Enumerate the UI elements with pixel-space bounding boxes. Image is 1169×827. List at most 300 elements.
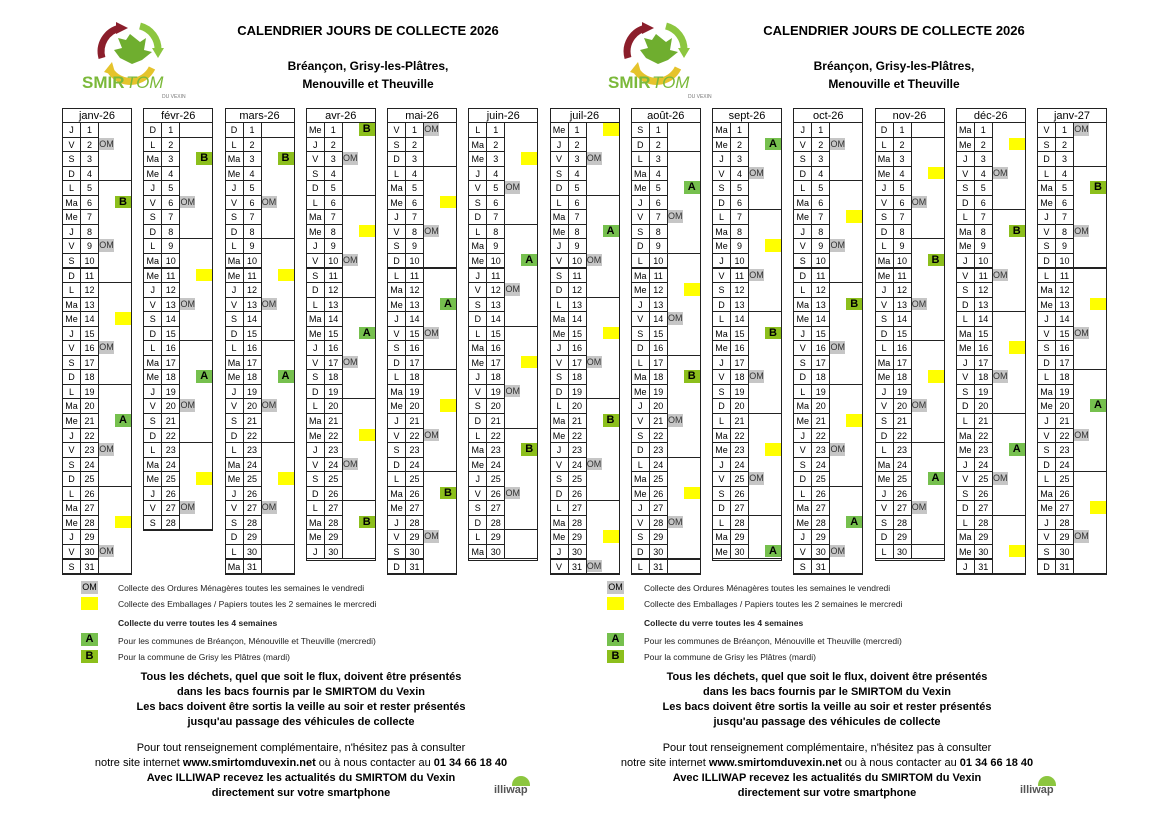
day-number-cell: 28 bbox=[161, 515, 180, 531]
weekday-cell: L bbox=[956, 413, 975, 429]
day-row bbox=[551, 195, 619, 210]
weekday-cell: L bbox=[875, 340, 894, 356]
day-number-cell: 23 bbox=[243, 442, 262, 458]
om-marker: OM bbox=[99, 444, 114, 455]
day-number-cell: 28 bbox=[243, 515, 262, 531]
weekday-cell: Ma bbox=[225, 457, 244, 473]
day-row bbox=[713, 529, 781, 544]
weekday-cell: L bbox=[468, 122, 487, 138]
day-number-cell: 6 bbox=[811, 195, 830, 211]
weekday-cell: L bbox=[793, 486, 812, 502]
weekday-cell: Ma bbox=[712, 224, 731, 240]
day-row bbox=[1038, 457, 1106, 472]
day-row bbox=[551, 398, 619, 413]
day-number-cell: 16 bbox=[80, 340, 99, 356]
weekday-cell: Ma bbox=[468, 137, 487, 153]
day-row bbox=[713, 166, 781, 181]
day-row bbox=[794, 268, 862, 283]
emballages-marker bbox=[603, 123, 619, 136]
day-row bbox=[794, 297, 862, 312]
weekday-cell: L bbox=[712, 209, 731, 225]
day-number-cell: 1 bbox=[974, 122, 993, 138]
day-row bbox=[632, 355, 700, 370]
day-number-cell: 30 bbox=[1055, 544, 1074, 560]
legend-emballages-text: Collecte des Emballages / Papiers toutes les 2 semaines le mercredi bbox=[118, 599, 377, 609]
day-number-cell: 28 bbox=[1055, 515, 1074, 531]
day-number-cell: 16 bbox=[243, 340, 262, 356]
weekday-cell: Ma bbox=[712, 529, 731, 545]
day-number-cell: 13 bbox=[243, 297, 262, 313]
month-oct-26 bbox=[793, 108, 863, 575]
day-number-cell: 21 bbox=[80, 413, 99, 429]
day-number-cell: 27 bbox=[161, 500, 180, 516]
rule-line-4: jusqu'au passage des véhicules de collecte bbox=[187, 716, 415, 728]
day-row bbox=[469, 166, 537, 181]
weekday-cell: L bbox=[143, 340, 162, 356]
day-row bbox=[469, 268, 537, 283]
weekday-cell: S bbox=[631, 224, 650, 240]
day-number-cell: 4 bbox=[974, 166, 993, 182]
day-number-cell: 22 bbox=[324, 428, 343, 444]
weekday-cell: L bbox=[143, 238, 162, 254]
om-marker: OM bbox=[911, 400, 927, 411]
day-row bbox=[144, 238, 212, 253]
day-number-cell: 24 bbox=[405, 457, 424, 473]
om-marker: OM bbox=[830, 444, 845, 455]
day-row bbox=[957, 398, 1025, 413]
weekday-cell: L bbox=[550, 398, 569, 414]
weekday-cell: L bbox=[631, 253, 650, 269]
day-number-cell: 23 bbox=[486, 442, 505, 458]
weekday-cell: V bbox=[1037, 224, 1056, 240]
month-header: juin-26 bbox=[469, 109, 537, 123]
day-row bbox=[307, 151, 375, 166]
communes-line-2: Menouville et Theuville bbox=[302, 77, 434, 91]
month-sept-26 bbox=[712, 108, 782, 561]
weekday-cell: L bbox=[631, 457, 650, 473]
emballages-marker bbox=[603, 530, 619, 543]
weekday-cell: J bbox=[306, 238, 325, 254]
day-row bbox=[1038, 311, 1106, 326]
day-number-cell: 22 bbox=[1055, 428, 1074, 444]
legend-b-swatch: B bbox=[607, 650, 624, 663]
day-number-cell: 19 bbox=[80, 384, 99, 400]
day-row bbox=[226, 559, 294, 574]
weekday-cell: Me bbox=[225, 166, 244, 182]
day-row bbox=[63, 384, 131, 399]
weekday-cell: V bbox=[306, 253, 325, 269]
day-row bbox=[632, 311, 700, 326]
day-row bbox=[388, 180, 456, 195]
weekday-cell: D bbox=[225, 122, 244, 138]
weekday-cell: S bbox=[550, 268, 569, 284]
weekday-cell: D bbox=[387, 355, 406, 371]
day-number-cell: 16 bbox=[1055, 340, 1074, 356]
weekday-cell: V bbox=[225, 195, 244, 211]
day-row bbox=[307, 529, 375, 544]
om-marker: OM bbox=[749, 167, 764, 178]
month-févr-26 bbox=[143, 108, 213, 531]
weekday-cell: J bbox=[793, 224, 812, 240]
day-number-cell: 20 bbox=[730, 398, 749, 414]
day-number-cell: 20 bbox=[486, 398, 505, 414]
day-number-cell: 27 bbox=[649, 500, 668, 516]
day-row bbox=[876, 355, 944, 370]
weekday-cell: Me bbox=[62, 209, 81, 225]
weekday-cell: D bbox=[225, 529, 244, 545]
weekday-cell: Ma bbox=[631, 268, 650, 284]
day-number-cell: 9 bbox=[324, 238, 343, 254]
emballages-marker bbox=[278, 269, 294, 282]
day-row bbox=[1038, 268, 1106, 283]
day-row bbox=[1038, 340, 1106, 355]
day-number-cell: 7 bbox=[324, 209, 343, 225]
om-marker: OM bbox=[586, 458, 602, 469]
day-number-cell: 30 bbox=[405, 544, 424, 560]
day-row bbox=[1038, 282, 1106, 297]
weekday-cell: J bbox=[875, 180, 894, 196]
day-row bbox=[876, 151, 944, 166]
day-row bbox=[632, 253, 700, 268]
day-row bbox=[144, 457, 212, 472]
day-number-cell: 10 bbox=[486, 253, 505, 269]
day-row bbox=[713, 442, 781, 457]
weekday-cell: D bbox=[631, 442, 650, 458]
month-header: mai-26 bbox=[388, 109, 456, 123]
day-row bbox=[876, 428, 944, 443]
day-number-cell: 19 bbox=[649, 384, 668, 400]
weekday-cell: Ma bbox=[550, 311, 569, 327]
day-row bbox=[957, 326, 1025, 341]
day-row bbox=[307, 326, 375, 341]
day-row bbox=[551, 413, 619, 428]
weekday-cell: Ma bbox=[143, 253, 162, 269]
weekday-cell: V bbox=[550, 457, 569, 473]
weekday-cell: D bbox=[793, 166, 812, 182]
weekday-cell: Ma bbox=[1037, 180, 1056, 196]
weekday-cell: V bbox=[875, 398, 894, 414]
day-number-cell: 5 bbox=[486, 180, 505, 196]
day-row bbox=[1038, 500, 1106, 515]
day-row bbox=[469, 369, 537, 384]
om-marker: OM bbox=[668, 313, 683, 324]
weekday-cell: Me bbox=[143, 471, 162, 487]
weekday-cell: Me bbox=[62, 311, 81, 327]
weekday-cell: J bbox=[62, 122, 81, 138]
day-row bbox=[876, 369, 944, 384]
emballages-marker bbox=[440, 399, 456, 412]
weekday-cell: Ma bbox=[1037, 486, 1056, 502]
day-row bbox=[632, 471, 700, 486]
day-number-cell: 8 bbox=[1055, 224, 1074, 240]
weekday-cell: Me bbox=[62, 515, 81, 531]
day-number-cell: 9 bbox=[405, 238, 424, 254]
emballages-marker bbox=[765, 443, 781, 456]
day-number-cell: 26 bbox=[730, 486, 749, 502]
verre-a-marker: A bbox=[765, 545, 781, 558]
weekday-cell: S bbox=[875, 515, 894, 531]
day-number-cell: 19 bbox=[161, 384, 180, 400]
day-number-cell: 3 bbox=[1055, 151, 1074, 167]
day-number-cell: 23 bbox=[811, 442, 830, 458]
weekday-cell: Ma bbox=[793, 297, 812, 313]
weekday-cell: D bbox=[712, 398, 731, 414]
day-number-cell: 2 bbox=[486, 137, 505, 153]
day-number-cell: 13 bbox=[486, 297, 505, 313]
day-row bbox=[551, 253, 619, 268]
weekday-cell: J bbox=[306, 544, 325, 560]
day-number-cell: 1 bbox=[405, 122, 424, 138]
weekday-cell: S bbox=[631, 529, 650, 545]
day-row bbox=[63, 559, 131, 574]
day-number-cell: 3 bbox=[811, 151, 830, 167]
day-row bbox=[388, 253, 456, 268]
weekday-cell: Me bbox=[631, 282, 650, 298]
day-number-cell: 9 bbox=[1055, 238, 1074, 254]
weekday-cell: Ma bbox=[793, 398, 812, 414]
day-number-cell: 21 bbox=[811, 413, 830, 429]
weekday-cell: S bbox=[712, 384, 731, 400]
day-row bbox=[632, 224, 700, 239]
day-number-cell: 15 bbox=[568, 326, 587, 342]
day-number-cell: 8 bbox=[243, 224, 262, 240]
day-number-cell: 14 bbox=[80, 311, 99, 327]
weekday-cell: V bbox=[793, 340, 812, 356]
day-number-cell: 6 bbox=[1055, 195, 1074, 211]
weekday-cell: J bbox=[956, 151, 975, 167]
day-row bbox=[226, 311, 294, 326]
day-number-cell: 29 bbox=[486, 529, 505, 545]
day-number-cell: 14 bbox=[324, 311, 343, 327]
om-marker: OM bbox=[1074, 327, 1089, 338]
weekday-cell: L bbox=[875, 137, 894, 153]
weekday-cell: S bbox=[1037, 137, 1056, 153]
info-line-2 bbox=[557, 756, 1097, 771]
svg-text:DU VEXIN: DU VEXIN bbox=[162, 94, 186, 100]
day-row bbox=[307, 209, 375, 224]
day-row bbox=[876, 282, 944, 297]
rule-line-2: dans les bacs fournis par le SMIRTOM du Vexin bbox=[177, 686, 425, 698]
weekday-cell: L bbox=[387, 268, 406, 284]
day-number-cell: 7 bbox=[974, 209, 993, 225]
weekday-cell: V bbox=[387, 428, 406, 444]
om-marker: OM bbox=[749, 269, 764, 280]
day-row bbox=[957, 355, 1025, 370]
legend-om-swatch: OM bbox=[82, 582, 97, 592]
om-marker: OM bbox=[1074, 531, 1089, 542]
weekday-cell: J bbox=[956, 457, 975, 473]
day-number-cell: 15 bbox=[80, 326, 99, 342]
weekday-cell: V bbox=[468, 384, 487, 400]
weekday-cell: Ma bbox=[712, 326, 731, 342]
weekday-cell: D bbox=[468, 413, 487, 429]
weekday-cell: J bbox=[225, 180, 244, 196]
day-row bbox=[632, 442, 700, 457]
verre-a-marker: A bbox=[603, 225, 619, 238]
day-number-cell: 15 bbox=[811, 326, 830, 342]
day-row bbox=[388, 311, 456, 326]
day-row bbox=[957, 253, 1025, 268]
day-row bbox=[632, 268, 700, 283]
day-row bbox=[632, 457, 700, 472]
weekday-cell: Me bbox=[793, 311, 812, 327]
weekday-cell: Ma bbox=[550, 515, 569, 531]
day-number-cell: 16 bbox=[568, 340, 587, 356]
weekday-cell: V bbox=[306, 355, 325, 371]
day-row bbox=[957, 238, 1025, 253]
day-row bbox=[144, 442, 212, 457]
day-row bbox=[957, 209, 1025, 224]
day-row bbox=[307, 413, 375, 428]
day-number-cell: 22 bbox=[161, 428, 180, 444]
day-number-cell: 17 bbox=[243, 355, 262, 371]
verre-b-marker: B bbox=[521, 443, 537, 456]
day-number-cell: 26 bbox=[405, 486, 424, 502]
verre-a-marker: A bbox=[359, 327, 375, 340]
day-number-cell: 20 bbox=[80, 398, 99, 414]
weekday-cell: D bbox=[143, 122, 162, 138]
weekday-cell: Ma bbox=[631, 471, 650, 487]
day-row bbox=[713, 428, 781, 443]
day-number-cell: 25 bbox=[1055, 471, 1074, 487]
day-number-cell: 9 bbox=[893, 238, 912, 254]
day-row bbox=[632, 398, 700, 413]
weekday-cell: V bbox=[1037, 122, 1056, 138]
day-row bbox=[957, 137, 1025, 152]
emballages-marker bbox=[846, 210, 862, 223]
weekday-cell: Ma bbox=[306, 209, 325, 225]
weekday-cell: L bbox=[468, 428, 487, 444]
website-link[interactable]: www.smirtomduvexin.net bbox=[708, 757, 842, 769]
day-row bbox=[1038, 166, 1106, 181]
weekday-cell: L bbox=[143, 137, 162, 153]
om-marker: OM bbox=[993, 269, 1008, 280]
day-row bbox=[551, 137, 619, 152]
weekday-cell: S bbox=[712, 180, 731, 196]
month-header: déc-26 bbox=[957, 109, 1025, 123]
day-row bbox=[632, 529, 700, 544]
day-row bbox=[63, 209, 131, 224]
day-number-cell: 7 bbox=[405, 209, 424, 225]
day-number-cell: 28 bbox=[486, 515, 505, 531]
weekday-cell: L bbox=[62, 486, 81, 502]
weekday-cell: V bbox=[387, 529, 406, 545]
day-number-cell: 28 bbox=[405, 515, 424, 531]
day-number-cell: 7 bbox=[568, 209, 587, 225]
day-row bbox=[957, 297, 1025, 312]
weekday-cell: Me bbox=[712, 544, 731, 560]
rule-line-1: Tous les déchets, quel que soit le flux, doivent être présentés bbox=[140, 671, 462, 683]
weekday-cell: J bbox=[306, 340, 325, 356]
day-number-cell: 13 bbox=[1055, 297, 1074, 313]
day-row bbox=[957, 457, 1025, 472]
day-row bbox=[226, 515, 294, 530]
day-number-cell: 20 bbox=[1055, 398, 1074, 414]
day-row bbox=[713, 180, 781, 195]
weekday-cell: Me bbox=[225, 268, 244, 284]
day-row bbox=[63, 180, 131, 195]
day-row bbox=[876, 166, 944, 181]
day-row bbox=[551, 311, 619, 326]
day-number-cell: 25 bbox=[243, 471, 262, 487]
day-row bbox=[794, 253, 862, 268]
day-number-cell: 10 bbox=[893, 253, 912, 269]
day-number-cell: 31 bbox=[80, 559, 99, 575]
day-row bbox=[876, 457, 944, 472]
weekday-cell: J bbox=[143, 282, 162, 298]
day-row bbox=[713, 282, 781, 297]
day-number-cell: 11 bbox=[649, 268, 668, 284]
day-number-cell: 1 bbox=[811, 122, 830, 138]
emballages-marker bbox=[115, 516, 131, 529]
day-number-cell: 14 bbox=[405, 311, 424, 327]
day-number-cell: 24 bbox=[974, 457, 993, 473]
day-number-cell: 4 bbox=[893, 166, 912, 182]
emballages-marker bbox=[1090, 501, 1106, 514]
weekday-cell: J bbox=[956, 253, 975, 269]
day-number-cell: 2 bbox=[568, 137, 587, 153]
day-number-cell: 9 bbox=[649, 238, 668, 254]
day-number-cell: 12 bbox=[811, 282, 830, 298]
weekday-cell: Ma bbox=[550, 413, 569, 429]
day-number-cell: 31 bbox=[243, 559, 262, 575]
weekday-cell: J bbox=[712, 355, 731, 371]
day-row bbox=[713, 195, 781, 210]
website-link[interactable]: www.smirtomduvexin.net bbox=[182, 757, 316, 769]
day-row bbox=[632, 486, 700, 501]
day-number-cell: 11 bbox=[243, 268, 262, 284]
emballages-marker bbox=[196, 269, 212, 282]
day-number-cell: 24 bbox=[649, 457, 668, 473]
day-row bbox=[794, 500, 862, 515]
day-row bbox=[713, 224, 781, 239]
weekday-cell: D bbox=[550, 282, 569, 298]
day-number-cell: 17 bbox=[80, 355, 99, 371]
day-row bbox=[794, 515, 862, 530]
day-number-cell: 24 bbox=[1055, 457, 1074, 473]
weekday-cell: V bbox=[631, 209, 650, 225]
day-number-cell: 1 bbox=[730, 122, 749, 138]
day-number-cell: 12 bbox=[80, 282, 99, 298]
day-row bbox=[794, 151, 862, 166]
weekday-cell: D bbox=[793, 268, 812, 284]
day-row bbox=[63, 311, 131, 326]
day-row bbox=[794, 529, 862, 544]
day-row bbox=[551, 340, 619, 355]
legend-a-swatch: A bbox=[607, 633, 624, 646]
day-row bbox=[876, 486, 944, 501]
day-number-cell: 29 bbox=[324, 529, 343, 545]
day-number-cell: 8 bbox=[730, 224, 749, 240]
day-number-cell: 22 bbox=[243, 428, 262, 444]
day-row bbox=[713, 311, 781, 326]
day-number-cell: 16 bbox=[730, 340, 749, 356]
day-number-cell: 25 bbox=[405, 471, 424, 487]
day-number-cell: 6 bbox=[974, 195, 993, 211]
day-row bbox=[957, 529, 1025, 544]
day-row bbox=[307, 166, 375, 181]
day-number-cell: 17 bbox=[1055, 355, 1074, 371]
weekday-cell: Me bbox=[550, 224, 569, 240]
emballages-marker bbox=[521, 356, 537, 369]
day-row bbox=[388, 398, 456, 413]
phone-number: 01 34 66 18 40 bbox=[433, 757, 508, 769]
day-row bbox=[226, 195, 294, 210]
weekday-cell: J bbox=[306, 442, 325, 458]
day-row bbox=[63, 166, 131, 181]
illiwap-logo: illiwap bbox=[1020, 776, 1060, 798]
weekday-cell: S bbox=[793, 151, 812, 167]
